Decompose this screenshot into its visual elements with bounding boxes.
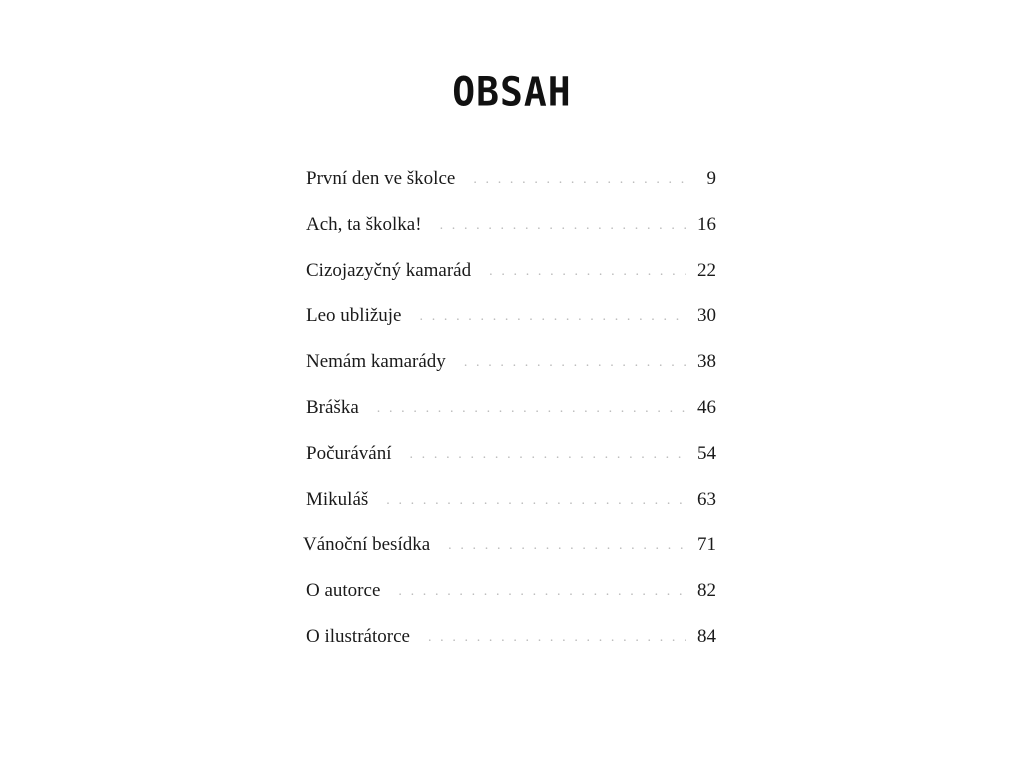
- toc-entry: [306, 164, 716, 210]
- toc-entry-title: Ach, ta školka!: [306, 213, 422, 235]
- page-title: OBSAH: [452, 68, 572, 116]
- toc-entry-title: Nemám kamarády: [306, 351, 446, 373]
- toc-entry-page-number: 46: [697, 396, 716, 418]
- toc-entry: [306, 301, 716, 347]
- dot-leader: [473, 165, 686, 195]
- toc-entry-title: Cizojazyčný kamarád: [306, 259, 472, 281]
- toc-entry-title: Mikuláš: [306, 488, 369, 510]
- toc-entry-title: O ilustrátorce: [306, 625, 410, 647]
- dot-leader: [420, 302, 687, 332]
- toc-entry-page-number: 22: [697, 259, 716, 281]
- toc-entry-title: Vánoční besídka: [303, 534, 431, 556]
- toc-entry: [306, 210, 716, 256]
- toc-entry-page-number: 84: [697, 625, 716, 647]
- toc-entry-title: Leo ubližuje: [306, 305, 402, 327]
- table-of-contents: [303, 164, 716, 668]
- toc-entry-page-number: 82: [697, 580, 716, 602]
- toc-entry-page-number: 9: [706, 168, 716, 189]
- toc-entry: [306, 622, 716, 668]
- toc-entry-page-number: 16: [697, 213, 716, 235]
- dot-leader: [377, 394, 686, 424]
- dot-leader: [409, 440, 686, 470]
- toc-entry: [306, 439, 716, 485]
- toc-entry: [306, 347, 716, 393]
- toc-entry-page-number: 38: [697, 351, 716, 373]
- dot-leader: [386, 486, 686, 516]
- toc-entry: [306, 485, 716, 531]
- toc-entry-page-number: 30: [697, 305, 716, 327]
- toc-entry: [306, 576, 716, 622]
- toc-entry-page-number: 54: [697, 442, 716, 464]
- dot-leader: [440, 211, 686, 241]
- toc-entry-title: O autorce: [306, 580, 381, 602]
- dot-leader: [489, 257, 686, 287]
- dot-leader: [428, 623, 686, 653]
- toc-entry-page-number: 63: [697, 488, 716, 510]
- toc-entry: [303, 530, 716, 576]
- dot-leader: [464, 348, 686, 378]
- toc-entry-title: Počurávání: [306, 442, 392, 464]
- toc-entry-page-number: 71: [697, 534, 716, 556]
- dot-leader: [398, 577, 686, 607]
- toc-entry: [306, 256, 716, 302]
- toc-entry-title: Bráška: [306, 396, 359, 418]
- toc-entry: [306, 393, 716, 439]
- dot-leader: [448, 531, 686, 561]
- toc-entry-title: První den ve školce: [306, 168, 456, 189]
